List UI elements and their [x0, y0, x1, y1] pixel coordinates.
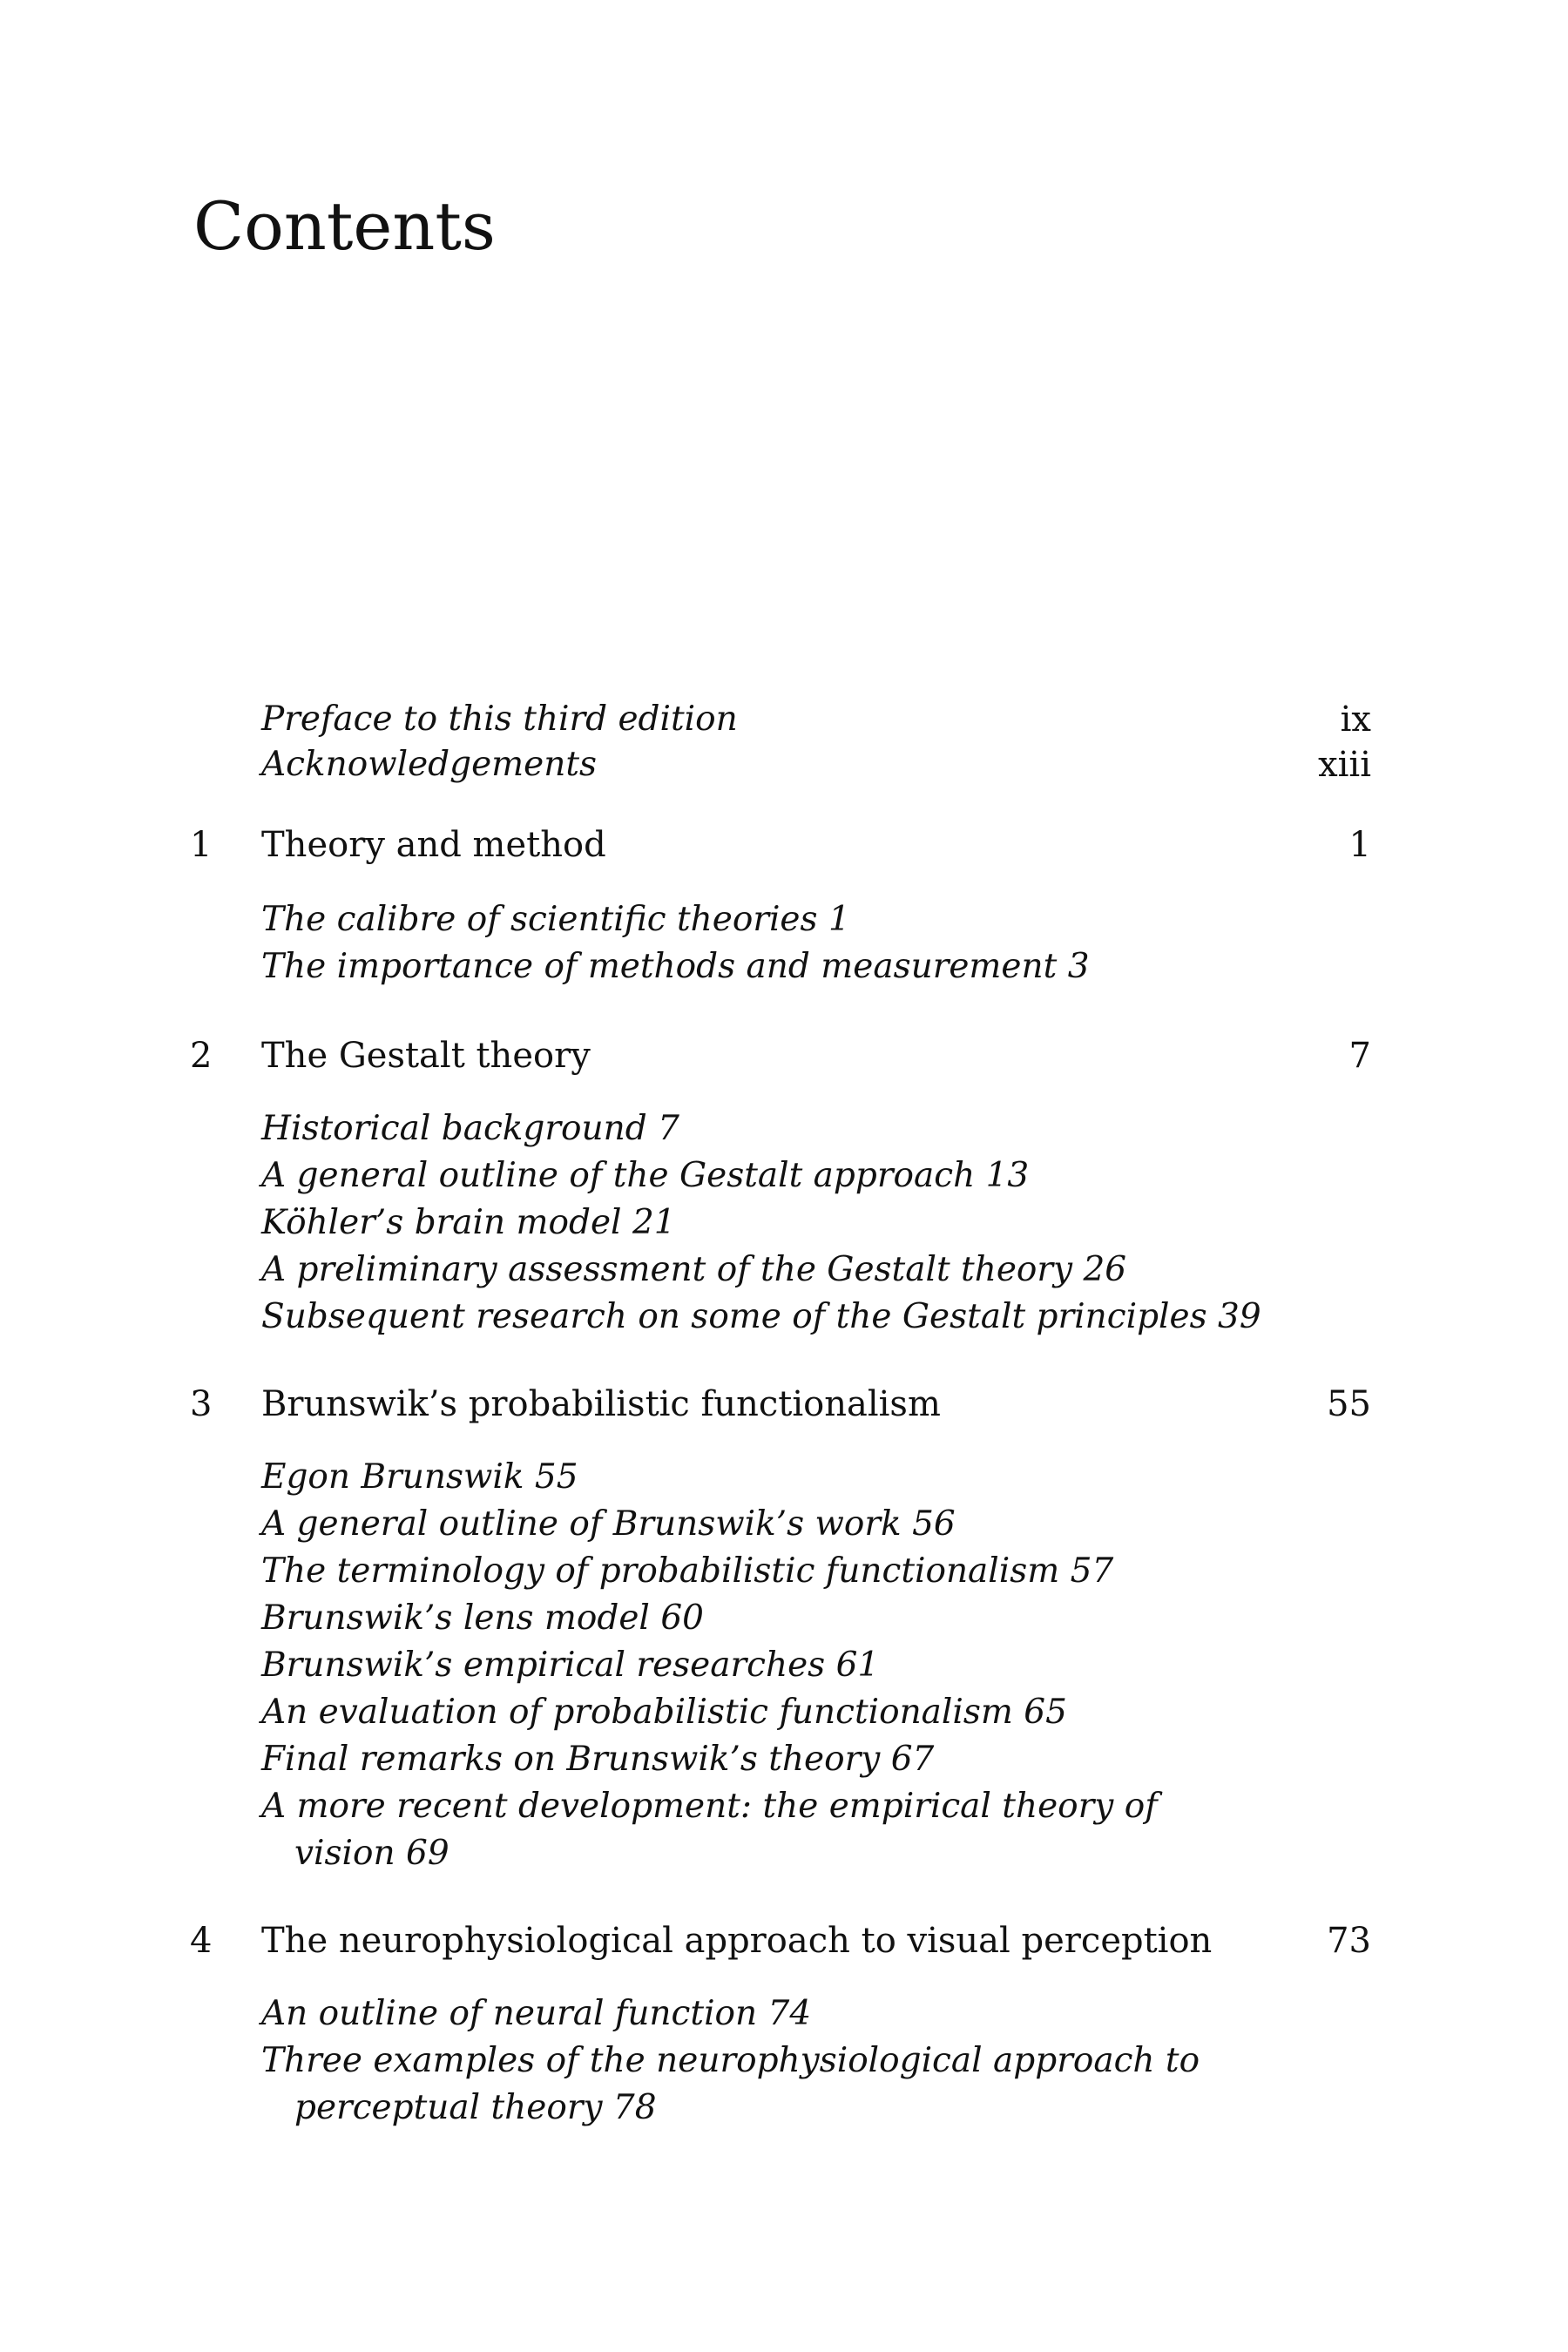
- section-page: 26: [1083, 1250, 1127, 1289]
- section-title: The importance of methods and measurement: [261, 947, 1058, 986]
- chapter-title: Brunswik’s probabilistic functionalism: [261, 1384, 941, 1424]
- section-title: A preliminary assessment of the Gestalt theory: [261, 1250, 1073, 1289]
- front-matter-label: Preface to this third edition: [261, 700, 738, 739]
- chapter-page: 55: [1327, 1384, 1371, 1424]
- section-entry: [261, 1549, 1113, 1594]
- section-entry: [261, 1106, 679, 1152]
- section-page: 7: [658, 1109, 679, 1148]
- section-title: Subsequent research on some of the Gestalt principles: [261, 1297, 1207, 1336]
- chapter-title: The Gestalt theory: [261, 1036, 591, 1076]
- page-title: Contents: [193, 187, 496, 265]
- section-page: 39: [1218, 1297, 1261, 1336]
- section-title: Three examples of the neurophysiological approach to: [261, 2041, 1200, 2080]
- section-page: 74: [767, 1994, 812, 2033]
- chapter-number: 4: [190, 1921, 213, 1961]
- section-title: An outline of neural function: [261, 1994, 758, 2033]
- section-page: 55: [534, 1457, 578, 1497]
- chapter-page: 73: [1327, 1921, 1371, 1961]
- section-title: The terminology of probabilistic functionalism: [261, 1551, 1060, 1591]
- section-entry: [261, 1991, 811, 2037]
- section-entry: [261, 1596, 704, 1641]
- section-page: 57: [1070, 1551, 1114, 1591]
- section-page: 21: [632, 1203, 676, 1242]
- section-page: 67: [890, 1740, 935, 1779]
- section-title: An evaluation of probabilistic functionalism: [261, 1693, 1013, 1732]
- section-title: A general outline of Brunswik’s work: [261, 1504, 902, 1544]
- front-matter-label: Acknowledgements: [261, 745, 598, 784]
- front-matter-page: ix: [1340, 700, 1371, 740]
- section-page: 78: [612, 2088, 657, 2127]
- chapter-page: 1: [1348, 825, 1371, 865]
- section-title: Final remarks on Brunswik’s theory: [261, 1740, 881, 1779]
- section-title: The calibre of scientific theories: [261, 900, 818, 939]
- section-entry: [261, 1455, 578, 1500]
- section-entry: [261, 1643, 879, 1688]
- section-page: 3: [1067, 947, 1090, 986]
- chapter-number: 3: [190, 1384, 213, 1424]
- section-entry: [261, 944, 1090, 990]
- section-title: Historical background: [261, 1109, 647, 1148]
- section-title: A general outline of the Gestalt approach: [261, 1156, 976, 1195]
- section-entry: [261, 1294, 1261, 1340]
- section-entry: [261, 1737, 934, 1782]
- section-entry: [261, 897, 850, 943]
- section-title: Brunswik’s lens model: [261, 1598, 650, 1638]
- section-title: Egon Brunswik: [261, 1457, 524, 1497]
- section-page: 56: [912, 1504, 956, 1544]
- chapter-page: 7: [1348, 1036, 1371, 1076]
- section-entry: [261, 2038, 1200, 2084]
- section-page: 61: [835, 1646, 880, 1685]
- section-page: 13: [985, 1156, 1030, 1195]
- section-entry: [261, 1153, 1029, 1199]
- section-title-continued: perceptual theory: [294, 2088, 603, 2127]
- section-title-continued: vision: [294, 1834, 395, 1873]
- section-page: 1: [828, 900, 850, 939]
- section-title: Köhler’s brain model: [261, 1203, 622, 1242]
- section-page: 65: [1024, 1693, 1067, 1732]
- section-entry: [261, 1784, 1158, 1829]
- section-title: A more recent development: the empirical theory of: [261, 1787, 1158, 1826]
- front-matter-page: xiii: [1318, 745, 1371, 785]
- chapter-title: The neurophysiological approach to visual perception: [261, 1921, 1213, 1961]
- chapter-number: 1: [190, 825, 213, 865]
- section-page: 60: [660, 1598, 704, 1638]
- section-entry-continued: [294, 2085, 657, 2131]
- section-entry: [261, 1502, 956, 1547]
- section-entry: [261, 1690, 1067, 1735]
- section-entry: [261, 1247, 1126, 1293]
- section-entry: [261, 1200, 676, 1246]
- section-title: Brunswik’s empirical researches: [261, 1646, 826, 1685]
- chapter-number: 2: [190, 1036, 213, 1076]
- section-page: 69: [406, 1834, 449, 1873]
- chapter-title: Theory and method: [261, 825, 606, 865]
- section-entry-continued: [294, 1831, 449, 1876]
